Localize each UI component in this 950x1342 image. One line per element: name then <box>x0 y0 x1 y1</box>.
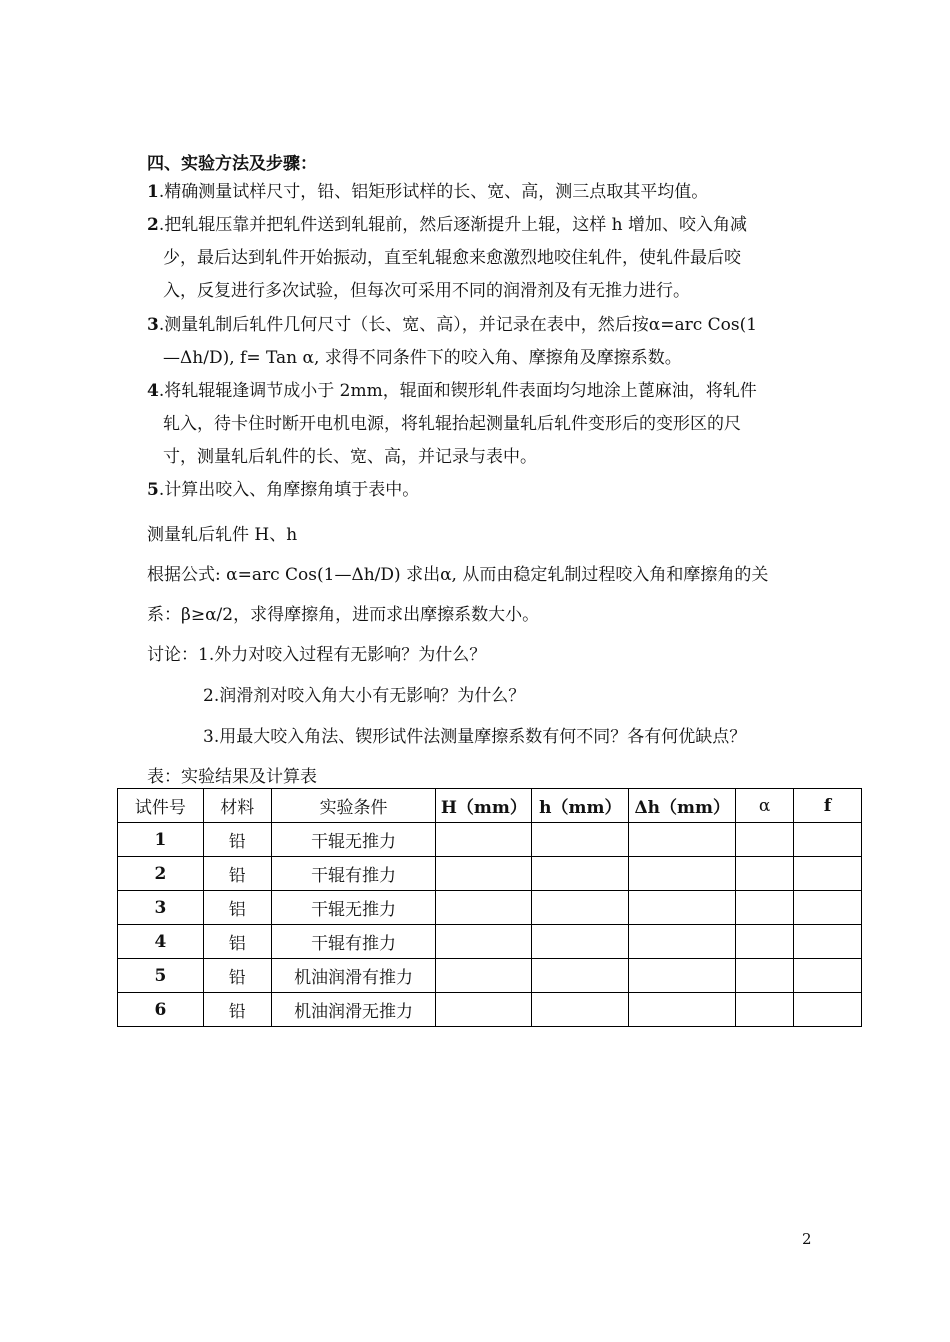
empty-cell <box>629 823 736 857</box>
empty-cell <box>436 925 532 959</box>
step-line: 入，反复进行多次试验，但每次可采用不同的润滑剂及有无推力进行。 <box>163 281 690 301</box>
header-cell: α <box>736 789 794 823</box>
empty-cell <box>436 959 532 993</box>
condition: 机油润滑无推力 <box>271 993 436 1027</box>
empty-cell <box>436 857 532 891</box>
material: 铝 <box>203 925 271 959</box>
empty-cell <box>532 857 629 891</box>
empty-cell <box>794 959 862 993</box>
empty-cell <box>736 891 794 925</box>
empty-cell <box>794 891 862 925</box>
empty-cell <box>532 925 629 959</box>
empty-cell <box>532 823 629 857</box>
table-row <box>118 857 862 891</box>
step-number: 4 <box>147 381 159 401</box>
empty-cell <box>532 993 629 1027</box>
step-4: 4.将轧辊辊逢调节成小于 2mm，辊面和锲形轧件表面均匀地涂上蓖麻油，将轧件 轧入，待卡住时断开电机电源，将轧辊抬起测量轧后轧件变形后的变形区的尺 寸，测量轧后轧件的长、宽、高，并记录与表中。 <box>147 375 827 474</box>
step-2: 2.把轧辊压靠并把轧件送到轧辊前，然后逐渐提升上辊，这样 h 增加、咬入角减 少，最后达到轧件开始振动，直至轧辊愈来愈激烈地咬住轧件，使轧件最后咬 入，反复进行多次试验，但每次可采用不同的润滑剂及有无推力进行。 <box>147 209 827 308</box>
header-cell: Δh（mm） <box>629 789 736 823</box>
specimen-number: 6 <box>118 993 204 1027</box>
specimen-number: 1 <box>118 823 204 857</box>
empty-cell <box>736 993 794 1027</box>
section-heading: 四、实验方法及步骤： <box>147 154 317 174</box>
specimen-number: 3 <box>118 891 204 925</box>
material: 铝 <box>203 891 271 925</box>
empty-cell <box>736 823 794 857</box>
material: 铅 <box>203 959 271 993</box>
empty-cell <box>532 959 629 993</box>
empty-cell <box>629 993 736 1027</box>
page-number: 2 <box>802 1230 812 1248</box>
header-cell: 实验条件 <box>271 789 436 823</box>
header-cell: H（mm） <box>436 789 532 823</box>
empty-cell <box>629 925 736 959</box>
condition: 干辊有推力 <box>271 857 436 891</box>
empty-cell <box>736 857 794 891</box>
empty-cell <box>436 993 532 1027</box>
results-table <box>117 788 862 1027</box>
condition: 干辊无推力 <box>271 823 436 857</box>
empty-cell <box>794 925 862 959</box>
condition: 机油润滑有推力 <box>271 959 436 993</box>
step-line: 将轧辊辊逢调节成小于 2mm，辊面和锲形轧件表面均匀地涂上蓖麻油，将轧件 <box>164 381 757 401</box>
table-header-row <box>118 789 862 823</box>
step-line: 精确测量试样尺寸，铅、铝矩形试样的长、宽、高，测三点取其平均值。 <box>164 182 709 202</box>
table-row <box>118 891 862 925</box>
discussion-item-1 <box>147 640 486 665</box>
table-row <box>118 925 862 959</box>
empty-cell <box>629 857 736 891</box>
table-caption: 表：实验结果及计算表 <box>147 767 317 787</box>
header-cell: 试件号 <box>118 789 204 823</box>
step-1: 1.精确测量试样尺寸，铅、铝矩形试样的长、宽、高，测三点取其平均值。 <box>147 182 709 202</box>
step-5: 5.计算出咬入、角摩擦角填于表中。 <box>147 480 420 500</box>
material: 铅 <box>203 857 271 891</box>
empty-cell <box>532 891 629 925</box>
specimen-number: 4 <box>118 925 204 959</box>
specimen-number: 5 <box>118 959 204 993</box>
step-line: —Δh/D), f= Tan α, 求得不同条件下的咬入角、摩擦角及摩擦系数。 <box>163 348 682 368</box>
measure-line: 测量轧后轧件 H、h <box>147 525 298 545</box>
empty-cell <box>436 891 532 925</box>
step-3: 3.测量轧制后轧件几何尺寸（长、宽、高），并记录在表中，然后按α=arc Cos(1 —Δh/D), f= Tan α, 求得不同条件下的咬入角、摩擦角及摩擦系数。 <box>147 309 827 375</box>
discussion-item-3: 3.用最大咬入角法、锲形试件法测量摩擦系数有何不同？各有何优缺点？ <box>203 727 747 747</box>
table-row <box>118 823 862 857</box>
table-row <box>118 959 862 993</box>
formula-line: 根据公式: α=arc Cos(1—Δh/D) 求出α, 从而由稳定轧制过程咬入角和摩擦角的关 <box>147 565 769 585</box>
step-number: 5 <box>147 480 159 500</box>
empty-cell <box>736 925 794 959</box>
step-number: 2 <box>147 215 159 235</box>
step-number: 3 <box>147 315 159 335</box>
header-cell: f <box>794 789 862 823</box>
empty-cell <box>736 959 794 993</box>
condition: 干辊有推力 <box>271 925 436 959</box>
empty-cell <box>794 993 862 1027</box>
condition: 干辊无推力 <box>271 891 436 925</box>
empty-cell <box>794 857 862 891</box>
material: 铅 <box>203 993 271 1027</box>
step-line: 寸，测量轧后轧件的长、宽、高，并记录与表中。 <box>163 447 537 467</box>
step-line: 把轧辊压靠并把轧件送到轧辊前，然后逐渐提升上辊，这样 h 增加、咬入角减 <box>164 215 748 235</box>
discussion-label: 讨论： <box>147 645 198 665</box>
empty-cell <box>794 823 862 857</box>
empty-cell <box>436 823 532 857</box>
step-line: 轧入，待卡住时断开电机电源，将轧辊抬起测量轧后轧件变形后的变形区的尺 <box>163 414 741 434</box>
empty-cell <box>629 959 736 993</box>
step-number: 1 <box>147 182 159 202</box>
specimen-number: 2 <box>118 857 204 891</box>
discussion-text: 1.外力对咬入过程有无影响？为什么？ <box>198 645 487 665</box>
discussion-item-2: 2.润滑剂对咬入角大小有无影响？为什么？ <box>203 686 526 706</box>
step-line: 计算出咬入、角摩擦角填于表中。 <box>164 480 420 500</box>
step-line: 少，最后达到轧件开始振动，直至轧辊愈来愈激烈地咬住轧件，使轧件最后咬 <box>163 248 741 268</box>
header-cell: h（mm） <box>532 789 629 823</box>
table-row <box>118 993 862 1027</box>
formula-line-continued: 系：β≥α/2，求得摩擦角，进而求出摩擦系数大小。 <box>147 605 540 625</box>
step-line: 测量轧制后轧件几何尺寸（长、宽、高），并记录在表中，然后按α=arc Cos(1 <box>164 315 758 335</box>
empty-cell <box>629 891 736 925</box>
header-cell: 材料 <box>203 789 271 823</box>
material: 铅 <box>203 823 271 857</box>
